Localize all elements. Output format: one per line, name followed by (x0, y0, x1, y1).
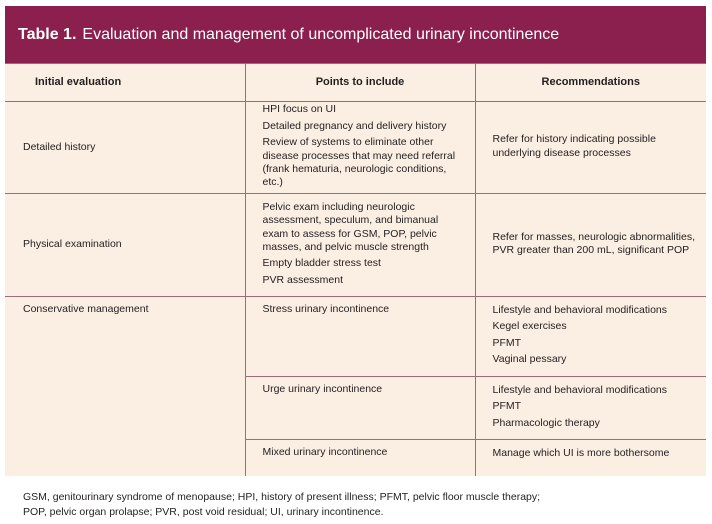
table-1 (5, 6, 706, 476)
header-initial-evaluation: Initial evaluation (5, 64, 245, 102)
table-row (5, 194, 706, 297)
recommendations-cell (475, 297, 706, 377)
recommendations-cell (475, 440, 706, 476)
recommendation-item: PFMT (492, 336, 522, 349)
point-item: HPI focus on UI (262, 103, 337, 116)
evaluation-cell: Physical examination (5, 194, 245, 297)
evaluation-table (5, 63, 706, 476)
header-recommendations: Recommendations (475, 64, 706, 102)
table-footnote (23, 490, 703, 520)
point-item: Detailed pregnancy and delivery history (262, 119, 447, 132)
footnote-line: POP, pelvic organ prolapse; PVR, post void residual; UI, urinary incontinence. (23, 506, 384, 518)
table-title-bar (5, 6, 706, 63)
evaluation-cell: Detailed history (5, 102, 245, 194)
table-row (5, 297, 706, 377)
recommendations-cell (475, 102, 706, 194)
table-number: Table 1. (18, 25, 77, 43)
incontinence-type-cell: Stress urinary incontinence (245, 297, 475, 377)
points-cell (245, 194, 475, 297)
points-cell (245, 102, 475, 194)
recommendation-item: Refer for masses, neurologic abnormalities, PVR greater than 200 mL, significant POP (492, 230, 696, 256)
recommendation-item: Pharmacologic therapy (492, 416, 600, 429)
recommendation-item: Manage which UI is more bothersome (492, 447, 670, 459)
recommendations-cell (475, 194, 706, 297)
point-item: Empty bladder stress test (262, 257, 381, 270)
recommendation-item: Lifestyle and behavioral modifications (492, 384, 668, 396)
recommendations-cell (475, 377, 706, 440)
evaluation-cell: Conservative management (5, 297, 245, 476)
point-item: PVR assessment (262, 273, 344, 286)
point-item: Review of systems to eliminate other disease processes that may need referral (frank hematuria, neurologic conditions, etc.) (262, 136, 456, 189)
table-row (5, 102, 706, 194)
recommendation-item: PFMT (492, 400, 522, 413)
incontinence-type-cell: Urge urinary incontinence (245, 377, 475, 440)
recommendation-item: Vaginal pessary (492, 353, 567, 366)
recommendation-item: Lifestyle and behavioral modifications (492, 304, 668, 316)
footnote-line: GSM, genitourinary syndrome of menopause; HPI, history of present illness; PFMT, pelvic floor muscle therapy; (23, 491, 541, 503)
header-row (5, 64, 706, 102)
point-item: Pelvic exam including neurologic assessment, speculum, and bimanual exam to assess for GSM, POP, pelvic masses, and pelvic muscle strength (262, 200, 439, 253)
recommendation-item: Refer for history indicating possible underlying disease processes (492, 133, 656, 159)
table-title: Evaluation and management of uncomplicated urinary incontinence (82, 25, 560, 43)
header-points-to-include: Points to include (245, 64, 475, 102)
incontinence-type-cell: Mixed urinary incontinence (245, 440, 475, 476)
recommendation-item: Kegel exercises (492, 320, 567, 333)
